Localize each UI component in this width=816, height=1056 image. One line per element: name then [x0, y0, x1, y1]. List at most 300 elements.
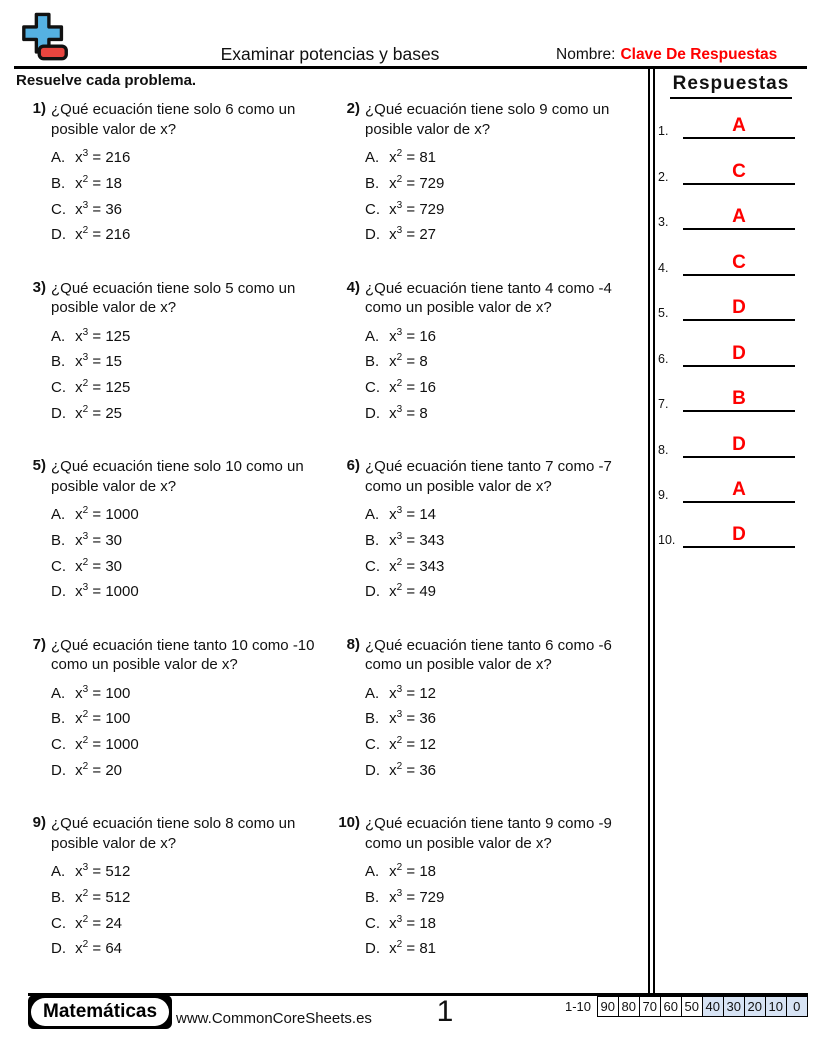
- score-cell: 40: [702, 996, 725, 1017]
- equals-sign: =: [92, 736, 102, 754]
- answer-option: [365, 706, 648, 732]
- equation-value: 216: [105, 226, 131, 244]
- option-equation: [389, 940, 436, 957]
- equation-exponent: 3: [82, 326, 89, 338]
- equation-value: 729: [419, 888, 445, 906]
- option-equation: [75, 405, 122, 422]
- answer-option: [51, 528, 342, 554]
- answer-option: [365, 758, 648, 784]
- equation-value: 8: [419, 404, 428, 422]
- options-list: [365, 145, 648, 248]
- equation-base: x: [75, 404, 83, 422]
- answer-number: 4.: [658, 260, 669, 275]
- equation-exponent: 2: [82, 887, 89, 899]
- equals-sign: =: [92, 226, 102, 244]
- option-equation: [75, 736, 139, 753]
- name-row: [556, 46, 777, 64]
- option-label: C.: [365, 379, 380, 397]
- score-cells: [598, 996, 808, 1017]
- equation-value: 36: [419, 761, 437, 779]
- equation-base: x: [389, 736, 397, 754]
- answer-number: 3.: [658, 215, 669, 230]
- option-label: C.: [365, 914, 380, 932]
- option-equation: [75, 685, 130, 702]
- option-equation: [389, 710, 436, 727]
- option-label: D.: [365, 404, 380, 422]
- answer-row: [652, 94, 810, 139]
- answer-line: [683, 246, 795, 276]
- equation-base: x: [75, 710, 83, 728]
- equation-exponent: 3: [396, 709, 403, 721]
- option-equation: [389, 915, 436, 932]
- answer-letter: D: [732, 524, 746, 546]
- equation-exponent: 3: [396, 530, 403, 542]
- answer-number: 10.: [658, 533, 676, 548]
- option-label: A.: [365, 863, 380, 880]
- option-label: D.: [365, 940, 380, 958]
- equation-base: x: [389, 149, 397, 166]
- equation-exponent: 2: [82, 173, 89, 185]
- answer-option: [365, 349, 648, 375]
- equation-exponent: 2: [396, 378, 403, 390]
- equation-exponent: 2: [396, 352, 403, 364]
- option-equation: [75, 762, 122, 779]
- answer-option: [51, 758, 342, 784]
- answer-option: [365, 401, 648, 427]
- instruction-text: Resuelve cada problema.: [16, 72, 197, 89]
- answer-number: 9.: [658, 487, 669, 502]
- answer-letter: C: [732, 160, 746, 182]
- option-equation: [75, 889, 130, 906]
- equation-base: x: [75, 761, 83, 779]
- option-equation: [389, 328, 436, 345]
- equals-sign: =: [406, 684, 416, 702]
- equation-base: x: [389, 557, 397, 575]
- question-head: [28, 457, 342, 496]
- equals-sign: =: [92, 149, 102, 166]
- answer-number: 8.: [658, 442, 669, 457]
- option-label: A.: [51, 327, 66, 345]
- question-text: ¿Qué ecuación tiene tanto 7 como -7 como un posible valor de x?: [365, 458, 612, 495]
- equals-sign: =: [92, 940, 102, 958]
- answer-letter: D: [732, 297, 746, 319]
- question-text: ¿Qué ecuación tiene tanto 6 como -6 como un posible valor de x?: [365, 636, 612, 673]
- page-title: Examinar potencias y bases: [220, 44, 440, 64]
- equation-exponent: 3: [396, 199, 403, 211]
- option-label: D.: [365, 226, 380, 244]
- equals-sign: =: [406, 583, 416, 601]
- score-cell: 60: [660, 996, 683, 1017]
- option-equation: [389, 405, 428, 422]
- answer-option: [51, 375, 342, 401]
- answer-option: [365, 911, 648, 937]
- answer-option: [365, 502, 648, 528]
- equals-sign: =: [92, 557, 102, 575]
- equation-exponent: 3: [82, 582, 89, 594]
- options-list: [51, 681, 342, 784]
- equation-value: 729: [419, 200, 445, 218]
- option-equation: [75, 558, 122, 575]
- answer-line: [683, 518, 795, 548]
- answer-option: [51, 222, 342, 248]
- answer-option: [51, 732, 342, 758]
- equation-exponent: 3: [82, 683, 89, 695]
- equation-base: x: [75, 174, 83, 192]
- equation-base: x: [389, 404, 397, 422]
- option-equation: [389, 685, 436, 702]
- option-label: B.: [365, 353, 380, 371]
- equation-value: 15: [105, 353, 123, 371]
- equation-value: 512: [105, 888, 131, 906]
- option-equation: [75, 328, 130, 345]
- equation-exponent: 2: [396, 173, 403, 185]
- option-label: D.: [51, 404, 66, 422]
- equation-base: x: [75, 888, 83, 906]
- option-label: B.: [51, 710, 66, 728]
- equation-value: 18: [419, 914, 437, 932]
- answer-option: [51, 885, 342, 911]
- equation-exponent: 2: [396, 939, 403, 951]
- question-number: 4): [346, 278, 360, 296]
- answer-option: [365, 171, 648, 197]
- answer-option: [365, 859, 648, 885]
- equation-value: 12: [419, 684, 437, 702]
- equation-base: x: [389, 506, 397, 523]
- page-number: 1: [436, 995, 454, 1028]
- question-head: [342, 636, 648, 675]
- website-url: www.CommonCoreSheets.es: [176, 1010, 372, 1027]
- equals-sign: =: [406, 506, 416, 523]
- equation-exponent: 3: [82, 530, 89, 542]
- option-label: C.: [365, 200, 380, 218]
- answer-row: [652, 503, 810, 548]
- answer-number: 6.: [658, 351, 669, 366]
- question-number: 1): [32, 100, 46, 117]
- equals-sign: =: [406, 557, 416, 575]
- option-equation: [389, 532, 444, 549]
- question-block: [342, 100, 648, 279]
- equation-exponent: 2: [82, 225, 89, 237]
- answer-option: [365, 528, 648, 554]
- options-list: [365, 859, 648, 962]
- option-equation: [389, 506, 436, 523]
- equation-exponent: 2: [82, 378, 89, 390]
- equals-sign: =: [92, 888, 102, 906]
- equation-base: x: [389, 940, 397, 958]
- answer-line: [683, 428, 795, 458]
- brand-label: Matemáticas: [31, 998, 169, 1026]
- option-label: C.: [51, 379, 66, 397]
- equation-exponent: 2: [396, 735, 403, 747]
- score-cell: 10: [765, 996, 788, 1017]
- option-label: B.: [51, 353, 66, 371]
- equals-sign: =: [92, 404, 102, 422]
- equals-sign: =: [92, 863, 102, 880]
- equation-exponent: 3: [396, 683, 403, 695]
- equation-value: 18: [105, 174, 123, 192]
- answer-number: 5.: [658, 306, 669, 321]
- equals-sign: =: [406, 379, 416, 397]
- options-list: [365, 324, 648, 427]
- question-number: 7): [32, 635, 46, 653]
- equation-value: 81: [419, 149, 437, 166]
- answer-option: [51, 911, 342, 937]
- score-cell: 90: [597, 996, 620, 1017]
- equation-value: 1000: [105, 736, 139, 754]
- answers-title: Respuestas: [670, 73, 793, 99]
- equation-base: x: [75, 914, 83, 932]
- question-head: [338, 814, 648, 853]
- answer-line: [683, 200, 795, 230]
- option-equation: [75, 583, 139, 600]
- questions-grid: [28, 100, 648, 993]
- equation-exponent: 3: [396, 326, 403, 338]
- equation-base: x: [389, 761, 397, 779]
- equation-value: 216: [105, 149, 131, 166]
- option-equation: [75, 863, 130, 880]
- answer-number: 7.: [658, 397, 669, 412]
- options-list: [51, 324, 342, 427]
- equation-base: x: [75, 940, 83, 958]
- question-block: [342, 279, 648, 458]
- question-block: [28, 100, 342, 279]
- score-range-label: 1-10: [564, 998, 591, 1014]
- equation-value: 1000: [105, 583, 139, 601]
- option-equation: [75, 201, 122, 218]
- equation-value: 12: [419, 736, 437, 754]
- equation-value: 1000: [105, 506, 139, 523]
- option-label: C.: [51, 557, 66, 575]
- equation-base: x: [75, 736, 83, 754]
- equation-base: x: [75, 684, 83, 702]
- equals-sign: =: [406, 200, 416, 218]
- option-label: C.: [365, 736, 380, 754]
- option-label: A.: [365, 149, 380, 166]
- answer-line: [683, 382, 795, 412]
- equation-value: 100: [105, 684, 131, 702]
- score-cell: 0: [786, 996, 809, 1017]
- question-number: 6): [346, 457, 360, 474]
- equation-exponent: 2: [82, 403, 89, 415]
- answer-option: [365, 222, 648, 248]
- equation-value: 100: [105, 710, 131, 728]
- equation-value: 343: [419, 557, 445, 575]
- option-equation: [389, 175, 444, 192]
- equation-exponent: 2: [396, 148, 403, 159]
- equation-exponent: 2: [82, 913, 89, 925]
- equals-sign: =: [406, 226, 416, 244]
- option-label: A.: [51, 684, 66, 702]
- header-divider-line: [14, 66, 807, 69]
- answer-letter: A: [732, 478, 746, 500]
- score-table: [565, 996, 808, 1017]
- answer-option: [51, 579, 342, 605]
- question-head: [342, 100, 648, 139]
- score-cell: 80: [618, 996, 641, 1017]
- equation-exponent: 2: [82, 709, 89, 721]
- equals-sign: =: [406, 940, 416, 958]
- equation-value: 64: [105, 940, 123, 958]
- answer-option: [51, 681, 342, 707]
- option-label: D.: [51, 761, 66, 779]
- question-head: [342, 457, 648, 496]
- equation-value: 16: [419, 379, 437, 397]
- score-cell: 30: [723, 996, 746, 1017]
- equals-sign: =: [406, 914, 416, 932]
- answer-option: [365, 554, 648, 580]
- question-block: [28, 814, 342, 993]
- question-number: 10): [338, 814, 360, 831]
- option-label: B.: [365, 888, 380, 906]
- question-number: 9): [32, 814, 46, 831]
- question-block: [342, 636, 648, 815]
- answer-option: [365, 579, 648, 605]
- equals-sign: =: [406, 174, 416, 192]
- question-block: [28, 636, 342, 815]
- answer-option: [365, 375, 648, 401]
- equation-exponent: 2: [396, 862, 403, 873]
- name-value: Clave De Respuestas: [620, 46, 778, 63]
- option-equation: [75, 710, 130, 727]
- option-equation: [75, 149, 130, 166]
- answer-number: 2.: [658, 169, 669, 184]
- answer-row: [652, 367, 810, 412]
- question-head: [28, 279, 342, 318]
- answer-option: [365, 324, 648, 350]
- option-label: C.: [365, 557, 380, 575]
- equation-base: x: [75, 327, 83, 345]
- equation-value: 8: [419, 353, 428, 371]
- equation-exponent: 3: [396, 887, 403, 899]
- option-equation: [389, 201, 444, 218]
- equation-exponent: 2: [82, 760, 89, 772]
- answer-option: [365, 145, 648, 171]
- equation-base: x: [389, 226, 397, 244]
- equals-sign: =: [406, 888, 416, 906]
- option-equation: [389, 379, 436, 396]
- question-text: ¿Qué ecuación tiene solo 8 como un posible valor de x?: [51, 815, 296, 852]
- option-label: A.: [365, 506, 380, 523]
- option-equation: [75, 226, 130, 243]
- equation-base: x: [75, 379, 83, 397]
- equation-base: x: [75, 531, 83, 549]
- equation-base: x: [389, 379, 397, 397]
- equals-sign: =: [92, 379, 102, 397]
- equals-sign: =: [92, 353, 102, 371]
- equation-base: x: [389, 710, 397, 728]
- equals-sign: =: [92, 506, 102, 523]
- answer-option: [51, 554, 342, 580]
- equation-exponent: 2: [82, 505, 89, 516]
- option-equation: [389, 736, 436, 753]
- answer-line: [683, 473, 795, 503]
- equation-value: 729: [419, 174, 445, 192]
- equals-sign: =: [92, 327, 102, 345]
- answer-letter: D: [732, 433, 746, 455]
- answer-row: [652, 185, 810, 230]
- equals-sign: =: [406, 531, 416, 549]
- equation-base: x: [389, 914, 397, 932]
- options-list: [365, 502, 648, 605]
- answer-row: [652, 139, 810, 184]
- equation-value: 125: [105, 327, 131, 345]
- equation-value: 30: [105, 557, 123, 575]
- equals-sign: =: [406, 327, 416, 345]
- equals-sign: =: [92, 684, 102, 702]
- equals-sign: =: [92, 710, 102, 728]
- score-cell: 70: [639, 996, 662, 1017]
- equation-exponent: 3: [82, 862, 89, 873]
- question-head: [28, 636, 342, 675]
- option-label: D.: [365, 761, 380, 779]
- option-equation: [389, 558, 444, 575]
- answer-option: [365, 197, 648, 223]
- answer-option: [365, 732, 648, 758]
- equals-sign: =: [406, 736, 416, 754]
- score-cell: 50: [681, 996, 704, 1017]
- option-equation: [389, 353, 428, 370]
- equation-exponent: 3: [396, 505, 403, 516]
- option-equation: [75, 506, 139, 523]
- equation-value: 125: [105, 379, 131, 397]
- option-equation: [389, 149, 436, 166]
- equation-exponent: 3: [396, 403, 403, 415]
- question-head: [28, 814, 342, 853]
- equation-base: x: [389, 353, 397, 371]
- equation-base: x: [389, 531, 397, 549]
- equation-value: 36: [105, 200, 123, 218]
- equation-value: 14: [419, 506, 437, 523]
- question-block: [342, 457, 648, 636]
- option-label: B.: [51, 888, 66, 906]
- equals-sign: =: [92, 200, 102, 218]
- equation-exponent: 3: [396, 913, 403, 925]
- equation-base: x: [75, 863, 83, 880]
- equals-sign: =: [92, 174, 102, 192]
- equation-value: 20: [105, 761, 123, 779]
- option-equation: [75, 175, 122, 192]
- question-text: ¿Qué ecuación tiene solo 5 como un posible valor de x?: [51, 279, 296, 316]
- answer-line: [683, 337, 795, 367]
- option-label: B.: [51, 174, 66, 192]
- question-text: ¿Qué ecuación tiene solo 9 como un posible valor de x?: [365, 101, 610, 138]
- option-equation: [389, 583, 436, 600]
- score-cell: 20: [744, 996, 767, 1017]
- equation-base: x: [389, 888, 397, 906]
- option-equation: [75, 532, 122, 549]
- equation-value: 343: [419, 531, 445, 549]
- question-text: ¿Qué ecuación tiene solo 6 como un posible valor de x?: [51, 101, 296, 138]
- option-label: D.: [51, 583, 66, 601]
- question-text: ¿Qué ecuación tiene tanto 4 como -4 como un posible valor de x?: [365, 279, 612, 316]
- equation-value: 18: [419, 863, 437, 880]
- answer-option: [51, 401, 342, 427]
- equation-base: x: [389, 200, 397, 218]
- equals-sign: =: [92, 914, 102, 932]
- equation-value: 30: [105, 531, 123, 549]
- equation-exponent: 3: [82, 352, 89, 364]
- option-label: D.: [51, 226, 66, 244]
- answer-option: [51, 502, 342, 528]
- option-equation: [75, 915, 122, 932]
- answer-letter: A: [732, 115, 746, 137]
- equation-base: x: [389, 583, 397, 601]
- answer-option: [51, 349, 342, 375]
- answer-option: [51, 324, 342, 350]
- question-number: 3): [32, 278, 46, 296]
- option-equation: [389, 889, 444, 906]
- equation-base: x: [389, 863, 397, 880]
